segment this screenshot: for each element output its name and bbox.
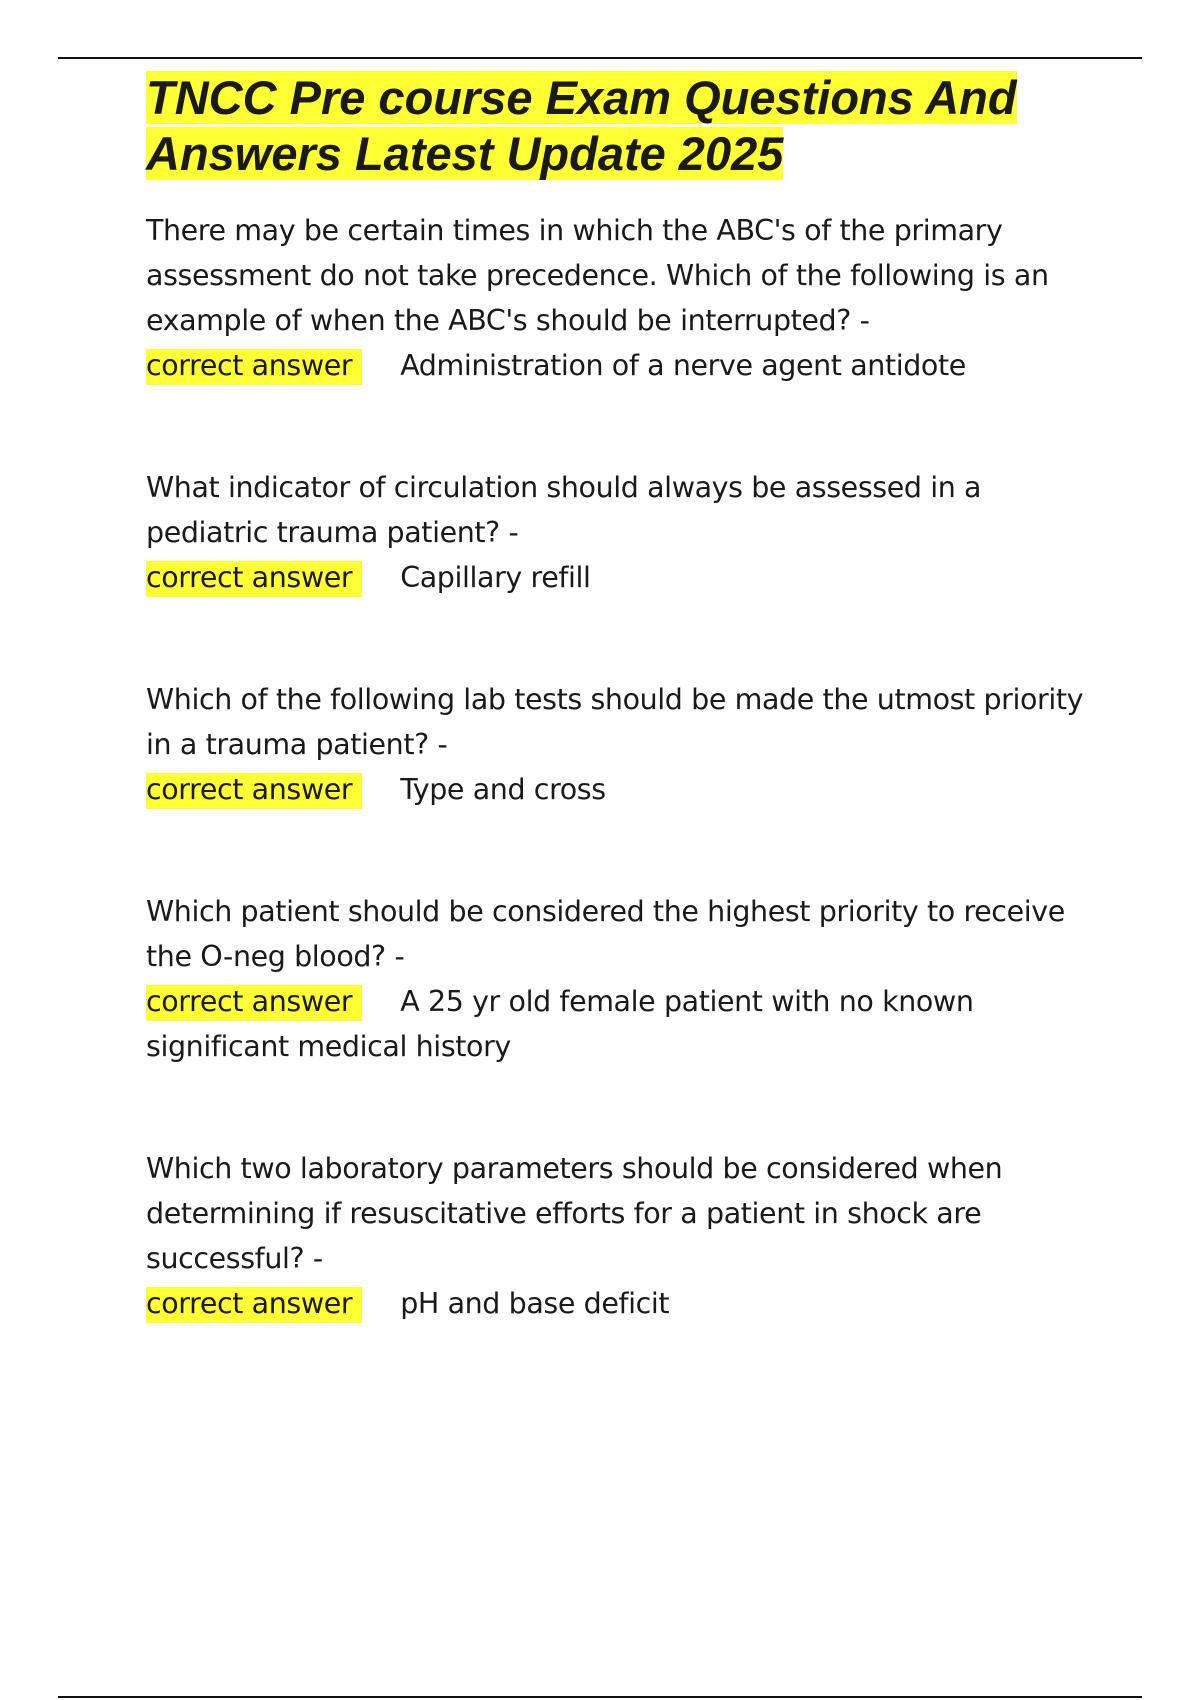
- bottom-rule: [58, 1696, 1142, 1698]
- correct-answer-label: correct answer: [146, 773, 362, 809]
- qa-item: [146, 1146, 1106, 1326]
- question-text: What indicator of circulation should always be assessed in a pediatric trauma patient? -: [146, 471, 982, 549]
- answer-line: [146, 979, 1106, 1069]
- answer-text: A 25 yr old female patient with no known significant medical history: [146, 985, 974, 1063]
- qa-item: [146, 889, 1106, 1069]
- qa-item: [146, 208, 1106, 388]
- answer-line: [146, 1281, 1106, 1326]
- answer-line: [146, 555, 1106, 600]
- document-title: [146, 70, 1106, 182]
- qa-item: [146, 677, 1106, 812]
- answer-line: [146, 343, 1106, 388]
- question-text: There may be certain times in which the ABC's of the primary assessment do not take precedence. Which of the following is an example of when the ABC's should be interrupted? -: [146, 214, 1049, 337]
- answer-line: [146, 767, 1106, 812]
- question-text: Which patient should be considered the highest priority to receive the O-neg blood? -: [146, 895, 1065, 973]
- document-body: [146, 70, 1106, 1326]
- qa-item: [146, 465, 1106, 600]
- top-rule: [58, 57, 1142, 59]
- question-text: Which two laboratory parameters should be considered when determining if resuscitative efforts for a patient in shock are successful? -: [146, 1152, 1003, 1275]
- answer-text: pH and base deficit: [400, 1287, 670, 1320]
- question-text: Which of the following lab tests should be made the utmost priority in a trauma patient? -: [146, 683, 1084, 761]
- correct-answer-label: correct answer: [146, 349, 362, 385]
- correct-answer-label: correct answer: [146, 561, 362, 597]
- correct-answer-label: correct answer: [146, 985, 362, 1021]
- answer-text: Type and cross: [400, 773, 606, 806]
- correct-answer-label: correct answer: [146, 1287, 362, 1323]
- answer-text: Administration of a nerve agent antidote: [400, 349, 966, 382]
- document-title-text: TNCC Pre course Exam Questions And Answers Latest Update 2025: [146, 71, 1017, 180]
- answer-text: Capillary refill: [400, 561, 591, 594]
